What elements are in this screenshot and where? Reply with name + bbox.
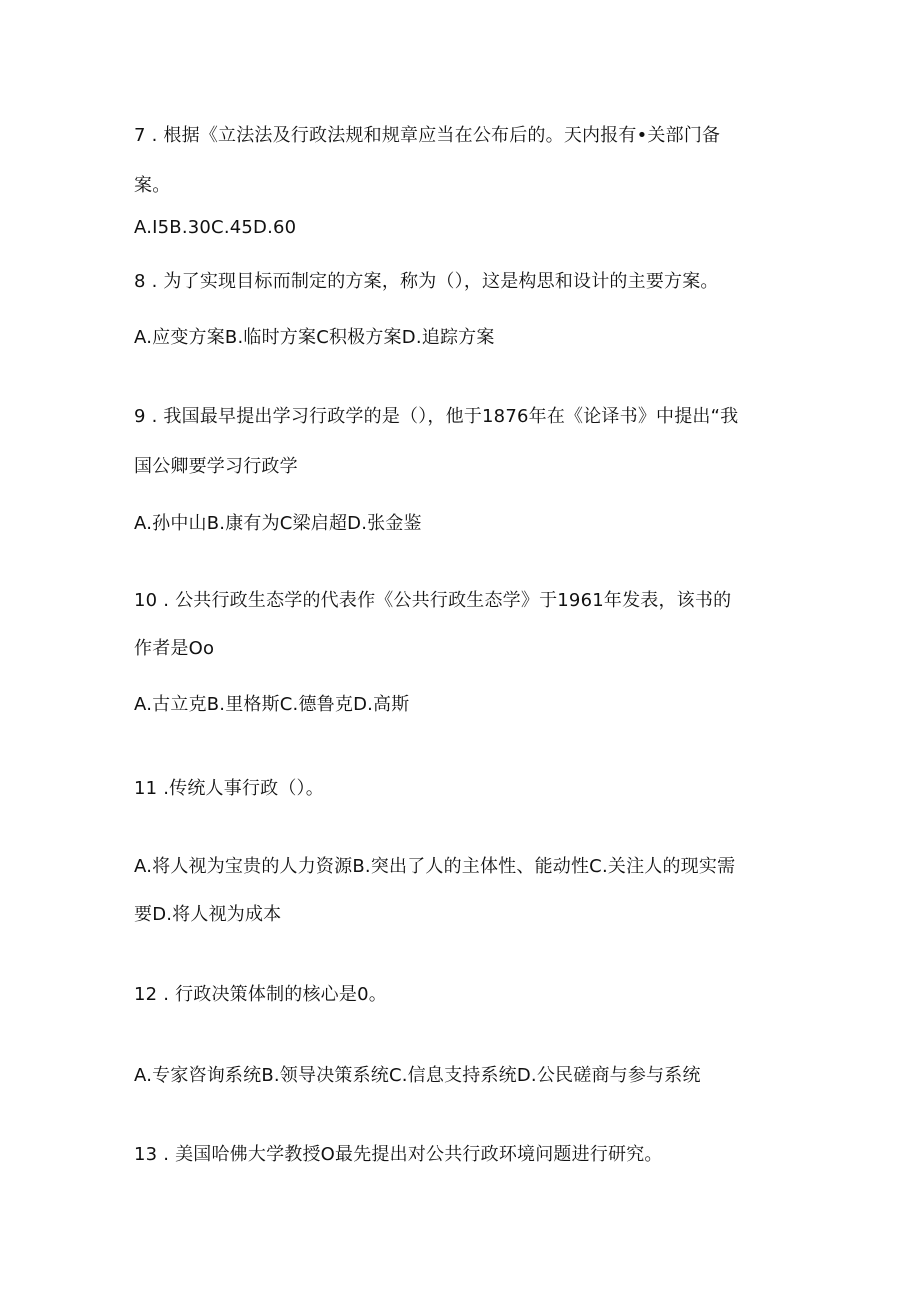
question-11-options-line-1: A.将人视为宝贵的人力资源B.突出了人的主体性、能动性C.关注人的现实需: [134, 856, 736, 877]
question-12-text: 12 . 行政决策体制的核心是0。: [134, 984, 387, 1005]
question-13-text: 13 . 美国哈佛大学教授O最先提出对公共行政环境问题进行研究。: [134, 1144, 663, 1165]
question-8-text: 8 . 为了实现目标而制定的方案，称为（），这是构思和设计的主要方案。: [134, 271, 719, 292]
question-7-text-line-2: 案。: [134, 175, 171, 196]
question-10-text-line-1: 10 . 公共行政生态学的代表作《公共行政生态学》于1961年发表，该书的: [134, 590, 732, 611]
question-7-options: A.I5B.30C.45D.60: [134, 217, 297, 238]
question-11-text: 11 .传统人事行政（）。: [134, 778, 324, 799]
question-10-options: A.古立克B.里格斯C.德鲁克D.高斯: [134, 694, 410, 715]
question-9-text-line-2: 国公卿要学习行政学: [134, 456, 298, 477]
question-10-text-line-2: 作者是Oo: [134, 638, 215, 659]
question-12-options: A.专家咨询系统B.领导决策系统C.信息支持系统D.公民磋商与参与系统: [134, 1065, 701, 1086]
question-9-options: A.孙中山B.康有为C梁启超D.张金鉴: [134, 513, 422, 534]
question-9-text-line-1: 9 . 我国最早提出学习行政学的是（），他于1876年在《论译书》中提出“我: [134, 406, 739, 427]
question-7-text-line-1: 7 . 根据《立法法及行政法规和规章应当在公布后的。天内报有•关部门备: [134, 125, 721, 146]
question-11-options-line-2: 要D.将人视为成本: [134, 904, 282, 925]
question-8-options: A.应变方案B.临时方案C积极方案D.追踪方案: [134, 327, 495, 348]
